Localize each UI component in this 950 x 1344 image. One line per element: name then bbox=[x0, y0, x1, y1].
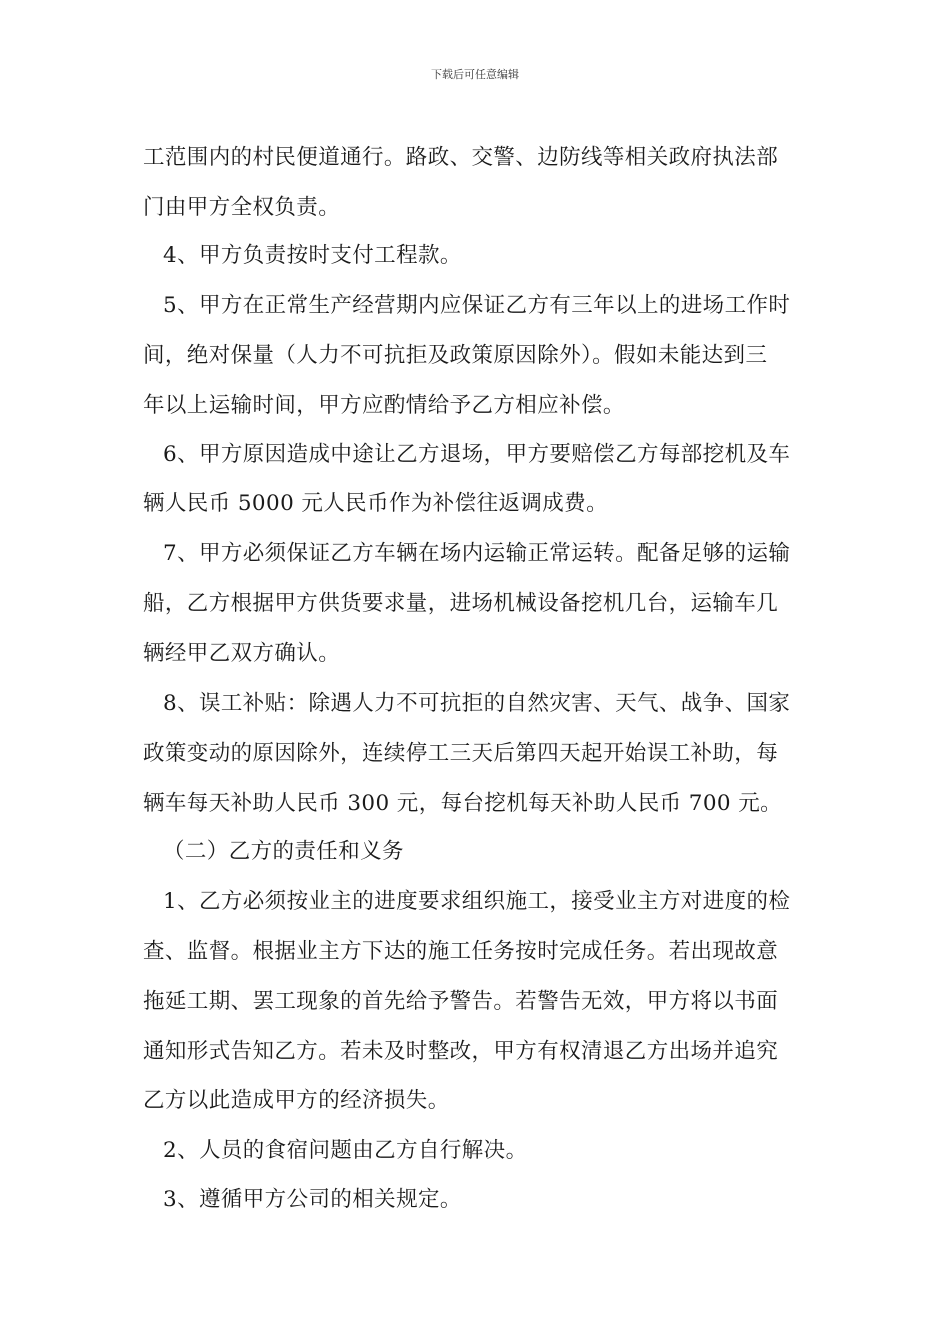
paragraph-line: 4、甲方负责按时支付工程款。 bbox=[163, 243, 462, 268]
paragraph-line: 8、误工补贴：除遇人力不可抗拒的自然灾害、天气、战争、国家 bbox=[163, 691, 791, 716]
paragraph-line: 6、甲方原因造成中途让乙方退场，甲方要赔偿乙方每部挖机及车 bbox=[163, 442, 791, 467]
paragraph-line: 5、甲方在正常生产经营期内应保证乙方有三年以上的进场工作时 bbox=[163, 293, 791, 318]
paragraph-line: 年以上运输时间，甲方应酌情给予乙方相应补偿。 bbox=[143, 393, 625, 418]
paragraph-line: 7、甲方必须保证乙方车辆在场内运输正常运转。配备足够的运输 bbox=[163, 541, 791, 566]
paragraph-line: 拖延工期、罢工现象的首先给予警告。若警告无效，甲方将以书面 bbox=[143, 989, 779, 1014]
paragraph-line: 船，乙方根据甲方供货要求量，进场机械设备挖机几台，运输车几 bbox=[143, 591, 779, 616]
paragraph-line: 门由甲方全权负责。 bbox=[143, 195, 341, 220]
paragraph-line: 3、遵循甲方公司的相关规定。 bbox=[163, 1187, 462, 1212]
paragraph-line: 通知形式告知乙方。若未及时整改，甲方有权清退乙方出场并追究 bbox=[143, 1039, 779, 1064]
paragraph-line: 辆经甲乙双方确认。 bbox=[143, 641, 341, 666]
paragraph-line: 间，绝对保量（人力不可抗拒及政策原因除外）。假如未能达到三 bbox=[143, 343, 768, 368]
paragraph-line: 1、乙方必须按业主的进度要求组织施工，接受业主方对进度的检 bbox=[163, 889, 791, 914]
section-heading: （二）乙方的责任和义务 bbox=[163, 839, 404, 864]
paragraph-line: 查、监督。根据业主方下达的施工任务按时完成任务。若出现故意 bbox=[143, 939, 779, 964]
paragraph-line: 政策变动的原因除外，连续停工三天后第四天起开始误工补助，每 bbox=[143, 741, 779, 766]
paragraph-line: 2、人员的食宿问题由乙方自行解决。 bbox=[163, 1138, 528, 1163]
paragraph-line: 辆车每天补助人民币 300 元，每台挖机每天补助人民币 700 元。 bbox=[143, 791, 783, 816]
paragraph-line: 辆人民币 5000 元人民币作为补偿往返调成费。 bbox=[143, 491, 608, 516]
paragraph-line: 工范围内的村民便道通行。路政、交警、边防线等相关政府执法部 bbox=[143, 145, 779, 170]
page-header: 下载后可任意编辑 bbox=[431, 68, 519, 81]
paragraph-line: 乙方以此造成甲方的经济损失。 bbox=[143, 1088, 450, 1113]
